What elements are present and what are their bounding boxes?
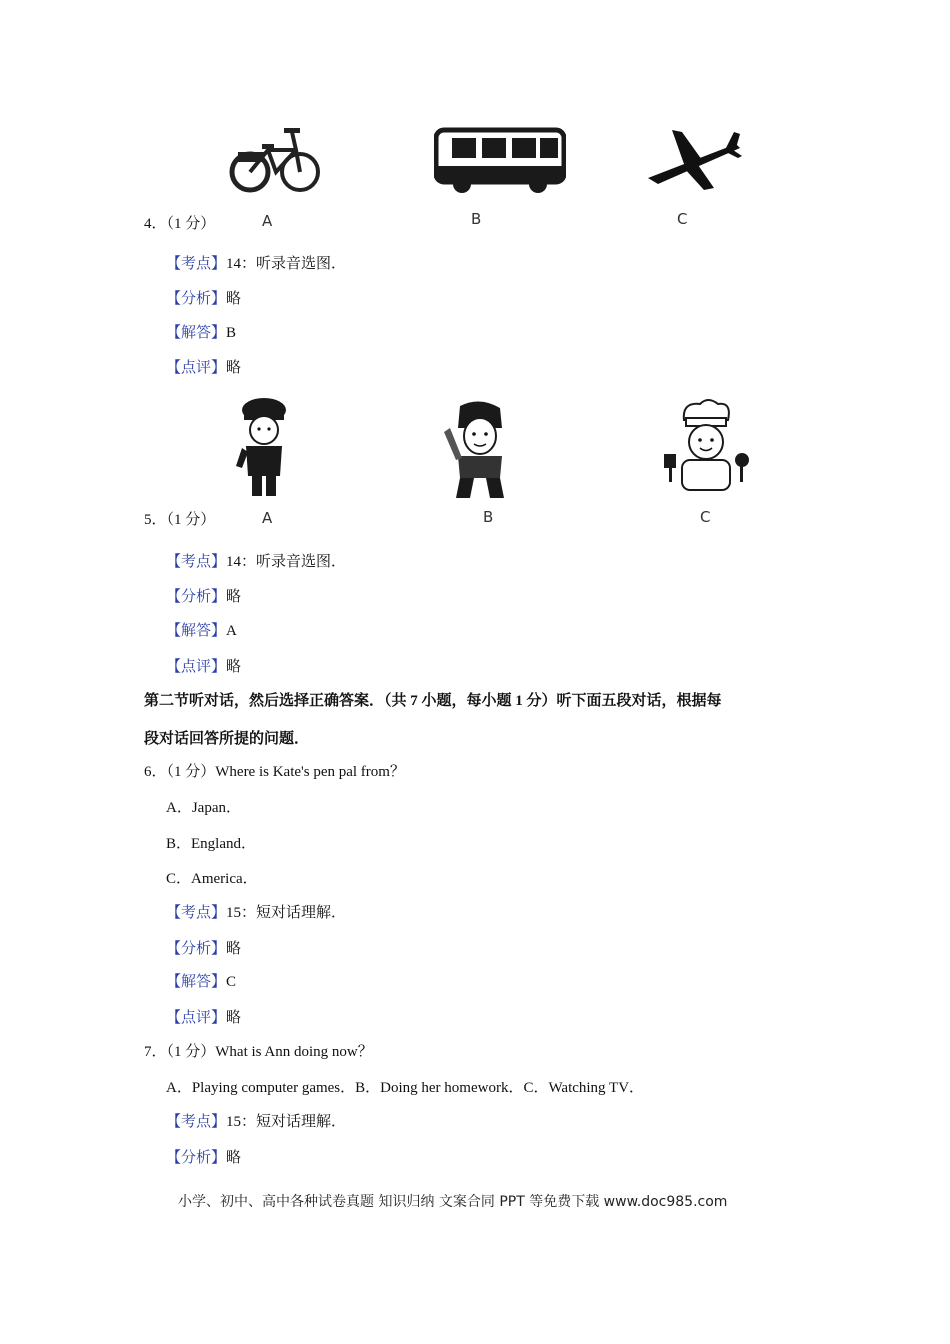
section2-heading-line1: 第二节听对话，然后选择正确答案．（共 7 小题，每小题 1 分）听下面五段对话，根据每 [144,693,722,709]
dancer-picture [440,398,520,502]
kaodian-text: 14：听录音选图． [226,554,347,570]
q6-jieda [166,972,236,992]
kaodian-text: 15：短对话理解． [226,905,347,921]
airplane-picture [644,126,744,196]
q4-kaodian [166,254,346,274]
q6-dianping [166,1008,241,1028]
fenxi-text: 略 [226,1150,242,1166]
fenxi-tag: 【分析】 [166,589,227,605]
page-footer: 小学、初中、高中各种试卷真题 知识归纳 文案合同 PPT 等免费下载 www.doc985.com [178,1194,728,1210]
cook-picture [660,398,752,498]
q6-option-a: A．Japan． [166,800,241,816]
q5-label-a: A [262,509,273,527]
dianping-text: 略 [226,1010,242,1026]
q4-label-a: A [262,212,273,230]
fenxi-tag: 【分析】 [166,941,227,957]
fenxi-text: 略 [226,291,242,307]
bus-picture [434,126,566,196]
q4-jieda [166,323,236,343]
q7-fenxi [166,1148,241,1168]
kaodian-tag: 【考点】 [166,256,227,272]
jieda-tag: 【解答】 [166,623,227,639]
dianping-tag: 【点评】 [166,659,227,675]
fenxi-text: 略 [226,589,242,605]
jieda-tag: 【解答】 [166,974,227,990]
kaodian-tag: 【考点】 [166,1114,227,1130]
q5-fenxi [166,587,241,607]
q6-option-b: B．England． [166,836,256,852]
policeman-picture [232,396,296,502]
bicycle-picture [228,122,323,200]
q5-dianping [166,657,241,677]
dianping-text: 略 [226,360,242,376]
q6-question: 6．（1 分）Where is Kate's pen pal from？ [144,764,405,780]
fenxi-tag: 【分析】 [166,1150,227,1166]
q4-number: 4．（1 分） [144,216,216,232]
kaodian-text: 14：听录音选图． [226,256,347,272]
q7-question: 7．（1 分）What is Ann doing now？ [144,1044,373,1060]
q5-label-c: C [700,508,711,526]
kaodian-tag: 【考点】 [166,554,227,570]
q6-fenxi [166,939,241,959]
kaodian-text: 15：短对话理解． [226,1114,347,1130]
q4-label-b: B [471,210,482,228]
kaodian-tag: 【考点】 [166,905,227,921]
q4-dianping [166,358,241,378]
dianping-text: 略 [226,659,242,675]
q5-label-b: B [483,508,494,526]
q4-fenxi [166,289,241,309]
q4-label-c: C [677,210,688,228]
q7-options: A．Playing computer games．B．Doing her homework．C．Watching TV． [166,1080,645,1096]
jieda-text: C [226,974,237,990]
dianping-tag: 【点评】 [166,1010,227,1026]
q5-jieda [166,621,237,641]
q5-kaodian [166,552,346,572]
q7-kaodian [166,1112,346,1132]
jieda-text: B [226,325,237,341]
q5-number: 5．（1 分） [144,512,216,528]
q6-option-c: C．America． [166,871,258,887]
fenxi-tag: 【分析】 [166,291,227,307]
dianping-tag: 【点评】 [166,360,227,376]
q6-kaodian [166,903,346,923]
jieda-text: A [226,623,237,639]
fenxi-text: 略 [226,941,242,957]
section2-heading-line2: 段对话回答所提的问题． [144,731,310,747]
jieda-tag: 【解答】 [166,325,227,341]
